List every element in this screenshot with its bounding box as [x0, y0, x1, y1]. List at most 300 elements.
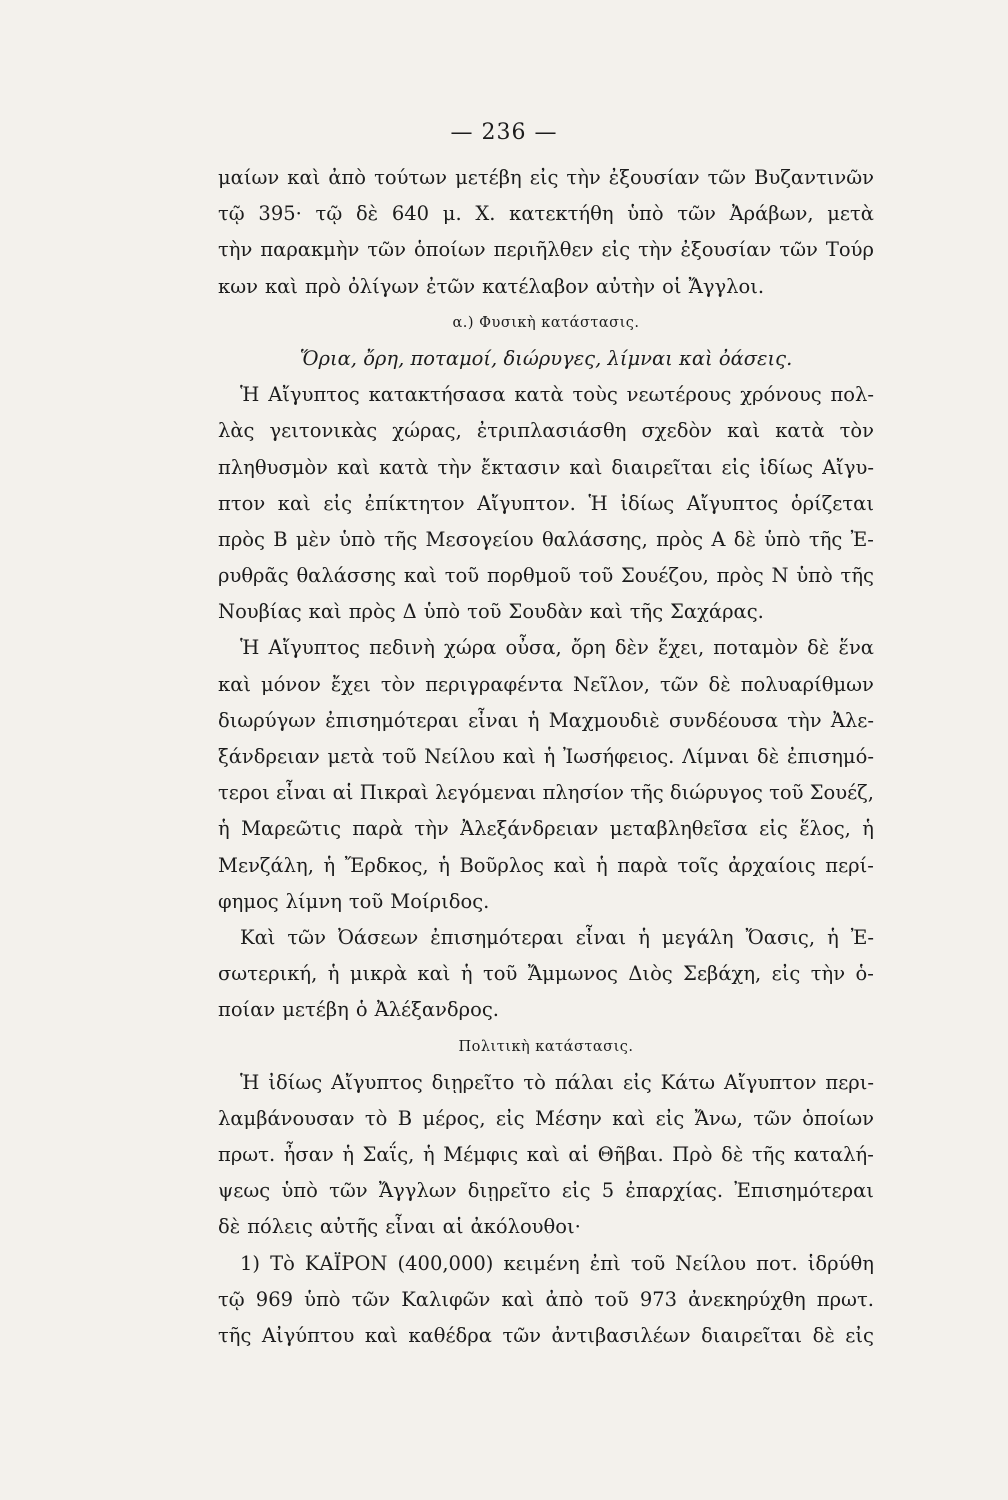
word: ἐπισημότεραι: [430, 925, 564, 949]
text-line: [218, 703, 874, 739]
word: πρὸς: [656, 527, 704, 551]
word: διώρυγος: [669, 781, 763, 805]
word: τὴν: [566, 166, 601, 189]
word: εἶναι: [575, 925, 627, 949]
word: Μέμφις: [443, 1143, 519, 1167]
word: Αἴγυπτος: [331, 1070, 423, 1094]
word: πρωτ.: [816, 1287, 874, 1311]
word: εἰς: [601, 238, 631, 262]
text-line: [218, 1209, 874, 1245]
word: Διὸς: [628, 962, 673, 986]
word: Ὄασις,: [745, 925, 816, 949]
word: ἔκτασιν: [480, 455, 561, 479]
word: λίμνη: [285, 889, 342, 913]
word: εἰς: [845, 1324, 874, 1347]
word: ἕνα: [838, 636, 874, 660]
word: τὴν: [638, 238, 673, 262]
text-line: [218, 811, 874, 847]
word: περί-: [825, 853, 874, 877]
word: πάλαι: [554, 1070, 615, 1094]
word: δὲ: [733, 527, 756, 551]
word: Μαρεῶτις: [241, 817, 342, 841]
word: δὲ: [757, 745, 780, 768]
word: Σαχάρας.: [670, 600, 764, 624]
word: Μενζάλη,: [218, 853, 314, 877]
word: Δ: [402, 600, 417, 624]
word: Μεσογείου: [425, 527, 534, 551]
word: Αἴγυπτον: [723, 1070, 817, 1094]
word: κατεκτήθη: [509, 202, 614, 226]
word: τοὺς: [572, 383, 618, 407]
word: Ἰωσήφειος.: [563, 745, 675, 768]
word: Ὀάσεων: [337, 925, 419, 949]
word: Ἀράβων,: [729, 202, 814, 226]
word: ὁ-: [855, 962, 874, 986]
word: καὶ: [612, 1106, 646, 1130]
word: ὁρίζεται: [790, 491, 874, 515]
word: ἡ: [638, 925, 650, 949]
word: Α: [711, 527, 726, 551]
word: λεγόμεναι: [435, 781, 537, 805]
word: μετέβη: [455, 166, 522, 189]
word: μέρος,: [422, 1106, 486, 1130]
word: περιγραφέντα: [425, 672, 564, 696]
word: δὲ: [355, 202, 379, 226]
word: Λίμναι: [682, 745, 750, 768]
word: καὶ: [403, 564, 437, 588]
word: τῶν: [502, 1324, 541, 1347]
word: καὶ: [501, 1287, 535, 1311]
word: τὴν: [414, 817, 449, 841]
word: Ἡ: [240, 636, 260, 660]
word: Νουβίας: [218, 600, 302, 624]
word: μὲν: [295, 527, 331, 551]
text-line: [218, 450, 874, 486]
word: τοῦ: [382, 745, 417, 768]
word: παρὰ: [352, 817, 404, 841]
word: θαλάσσης,: [541, 527, 648, 551]
text-line: [218, 1246, 874, 1282]
page-number: — 236 —: [450, 120, 558, 145]
word: ὁποίων: [802, 1106, 874, 1130]
word: εἰς: [759, 817, 788, 841]
word: εἰς: [622, 1070, 652, 1094]
text-line: [218, 630, 874, 666]
word: ἐτῶν: [426, 274, 476, 298]
text-line: [218, 160, 874, 196]
word: τῶν: [677, 202, 716, 226]
word: καὶ: [569, 455, 603, 479]
word: τὸ: [523, 1070, 546, 1094]
word: ἦσαν: [283, 1143, 334, 1167]
word: τοῖς: [677, 853, 719, 877]
word: καὶ: [337, 455, 371, 479]
word: κειμένη: [503, 1251, 580, 1275]
text-line: [218, 196, 874, 232]
word: ἔχει,: [657, 636, 705, 660]
word: ἐτριπλασιάσθη: [476, 419, 627, 443]
word: τῆς: [630, 781, 664, 805]
word: ποτ.: [756, 1251, 798, 1275]
word: Σαΐς,: [362, 1143, 415, 1167]
text-line: [218, 956, 874, 992]
word: δὲ: [218, 1215, 241, 1239]
word: τὸν: [380, 672, 416, 696]
word: ὑπὸ: [796, 564, 833, 588]
word: τῆς: [751, 1143, 786, 1167]
text-line: [218, 522, 874, 558]
word: αἱ: [332, 781, 354, 805]
word: ἐξουσίαν: [680, 238, 772, 262]
word: τῆς: [808, 527, 843, 551]
word: Αἴγυπτος: [268, 383, 360, 407]
word: μεγάλη: [661, 925, 734, 949]
word: καὶ: [502, 745, 536, 768]
word: ἡ: [327, 962, 340, 986]
word: Ἡ: [588, 491, 608, 515]
text-line: [218, 884, 874, 920]
text-line: [218, 1137, 874, 1173]
word: ἐπαρχίας.: [625, 1179, 724, 1203]
text-line: [218, 1318, 874, 1354]
word: Σουέζου,: [621, 564, 709, 588]
word: Αἴγυπτος: [268, 636, 360, 660]
word: Τούρ: [825, 238, 874, 262]
word: Νείλου: [424, 745, 495, 768]
word: Κάτω: [660, 1070, 716, 1094]
word: τῆς: [840, 564, 874, 588]
word: ὑπὸ: [281, 1179, 318, 1203]
word: ρυθρᾶς: [218, 564, 289, 588]
word: χρόνους: [740, 383, 822, 407]
word: διῃρεῖτο: [467, 1179, 551, 1203]
word: μετὰ: [327, 745, 375, 768]
word: τῶν: [367, 238, 406, 262]
word: τῆς: [383, 527, 418, 551]
word: μ.: [442, 202, 462, 226]
section-heading: α.) Φυσικὴ κατάστασις.: [452, 314, 640, 331]
word: ὀλίγων: [348, 274, 420, 298]
word: Καὶ: [240, 925, 276, 949]
word: εἰς: [495, 1106, 525, 1130]
word: ἰδίως: [620, 491, 675, 515]
word: τοῦ: [630, 1251, 666, 1275]
word: τοῦ: [467, 600, 502, 624]
word: Καλιφῶν: [401, 1287, 491, 1311]
word: κατὰ: [775, 419, 825, 443]
word: Θῆβαι.: [597, 1143, 664, 1167]
word: πρὸς: [218, 527, 265, 551]
word: ἡ: [543, 745, 556, 768]
word: καὶ: [264, 274, 298, 298]
word: ἡ: [596, 853, 608, 877]
word: ἀντιβασιλέων: [551, 1324, 691, 1347]
word: Β: [397, 1106, 413, 1130]
text-line: [218, 920, 874, 956]
word: ποταμὸν: [713, 636, 799, 660]
word: ἰδίως: [268, 1070, 323, 1094]
word: Σουδὰν: [508, 600, 583, 624]
text-line: [218, 739, 874, 775]
word: τοῦ: [769, 781, 804, 805]
word: κατέλαβον: [482, 274, 589, 298]
word: οὖσα,: [505, 636, 562, 660]
word: Ἄνω,: [694, 1106, 743, 1130]
word: τὸν: [839, 419, 874, 443]
word: Αἴγυ-: [822, 455, 874, 479]
text-line: [218, 232, 874, 268]
word: λὰς: [218, 419, 255, 443]
word: πλησίον: [542, 781, 625, 805]
word: Αἴγυπτον.: [477, 491, 576, 515]
word: τῶν: [707, 166, 747, 189]
word: ἔχει: [330, 672, 371, 696]
text-line: [218, 775, 874, 811]
text-line: [218, 1101, 874, 1137]
word: Αἴγυπτος: [686, 491, 779, 515]
word: τεροι: [218, 781, 270, 805]
word: εἰς: [721, 455, 751, 479]
word: ἡ: [460, 962, 473, 986]
word: μετέβη: [282, 998, 349, 1022]
text-line: [218, 377, 874, 413]
word: καὶ: [364, 1324, 398, 1347]
word: περι-: [825, 1070, 874, 1094]
word: αὐτῆς: [319, 1215, 379, 1239]
text-line: [218, 992, 874, 1028]
word: εἶναι: [468, 708, 519, 732]
text-line: [218, 413, 874, 449]
word: καὶ: [526, 1143, 560, 1167]
word: τῶν: [659, 672, 699, 696]
word: σχεδὸν: [641, 419, 713, 443]
word: καὶ: [727, 419, 761, 443]
word: παρακμὴν: [260, 238, 360, 262]
word: μεταβληθεῖσα: [609, 817, 748, 841]
word: ξάνδρειαν: [218, 745, 320, 768]
word: ἀπὸ: [545, 1287, 584, 1311]
word: εἰς: [771, 962, 801, 986]
word: δὲ: [708, 672, 731, 696]
word: 640: [391, 202, 430, 226]
word: (400,000): [397, 1251, 494, 1275]
word: ἐπὶ: [589, 1251, 621, 1275]
word: εἰς: [561, 1179, 591, 1203]
word: 395·: [258, 202, 302, 226]
word: Ἀλε-: [830, 708, 874, 732]
word: Πρὸ: [672, 1143, 713, 1167]
word: καὶ: [417, 962, 451, 986]
section-heading: Πολιτικὴ κατάστασις.: [458, 1038, 634, 1055]
word: αἱ: [442, 1215, 464, 1239]
word: καὶ: [287, 166, 321, 189]
word: Μαχμουδιὲ: [548, 708, 660, 732]
word: μετὰ: [827, 202, 874, 226]
word: εἶναι: [385, 1215, 436, 1239]
word: ἀκόλουθοι·: [470, 1215, 581, 1239]
word: παρὰ: [617, 853, 668, 877]
word: Ἐ-: [850, 925, 874, 949]
word: δὲν: [614, 636, 649, 660]
word: ἡ: [862, 817, 874, 841]
word: διωρύγων: [218, 708, 317, 732]
word: Τὸ: [270, 1251, 295, 1275]
word: τῶν: [351, 1287, 391, 1311]
word: τὴν: [437, 455, 472, 479]
text-line: [218, 1282, 874, 1318]
word: διαιρεῖται: [701, 1324, 803, 1347]
word: εἰς: [655, 1106, 685, 1130]
word: πολ-: [830, 383, 874, 407]
word: ἐπισημότεραι: [325, 708, 459, 732]
word: ἡ: [323, 853, 336, 877]
text-line: [218, 558, 874, 594]
word: Ἄγγλοι.: [688, 274, 765, 298]
word: τοῦ: [594, 1287, 629, 1311]
word: 973: [639, 1287, 678, 1311]
word: καὶ: [277, 491, 311, 515]
word: Ἔρδκος,: [344, 853, 429, 877]
word: τῶν: [753, 1106, 792, 1130]
body-text: [218, 160, 874, 1354]
word: ὑπὸ: [627, 202, 664, 226]
word: Ἀλέξανδρος.: [374, 998, 499, 1022]
word: ἐπισημό-: [787, 745, 874, 768]
word: τὴν: [218, 238, 253, 262]
word: Ν: [771, 564, 789, 588]
word: ὑπὸ: [339, 527, 376, 551]
word: ἱδρύθη: [807, 1251, 874, 1275]
word: πορθμοῦ: [486, 564, 571, 588]
word: Βυζαντινῶν: [754, 166, 874, 189]
word: ἡ: [527, 708, 540, 732]
word: ΚΑΪΡΟΝ: [304, 1251, 388, 1275]
word: τὴν: [787, 708, 822, 732]
word: Ἐπισημότεραι: [734, 1179, 874, 1203]
word: περιῆλθεν: [493, 238, 594, 262]
word: τοῦ: [483, 962, 518, 986]
word: μόνον: [260, 672, 321, 696]
word: 5: [601, 1179, 615, 1203]
word: Ἡ: [240, 383, 260, 407]
word: ὁ: [355, 998, 368, 1022]
word: Αἰγύπτου: [261, 1324, 355, 1347]
word: δὲ: [721, 1143, 744, 1167]
word: Ἐ-: [850, 527, 874, 551]
word: πτον: [218, 491, 266, 515]
word: θαλάσσης: [296, 564, 397, 588]
word: ἡ: [422, 1143, 435, 1167]
word: Νείλου: [675, 1251, 747, 1275]
word: διαιρεῖται: [611, 455, 713, 479]
word: αἱ: [568, 1143, 590, 1167]
word: πόλεις: [247, 1215, 313, 1239]
word: πρωτ.: [218, 1143, 276, 1167]
word: ἡ: [827, 925, 839, 949]
word: καὶ: [218, 672, 252, 696]
word: πολυαρίθμων: [740, 672, 874, 696]
word: Μοίριδος.: [390, 889, 490, 913]
word: φημος: [218, 889, 279, 913]
word: ὄρη: [570, 636, 606, 660]
word: τοῦ: [444, 564, 480, 588]
word: πεδινὴ: [369, 636, 435, 660]
word: ὑπὸ: [764, 527, 801, 551]
word: κατὰ: [379, 455, 429, 479]
word: αὐτὴν: [595, 274, 656, 298]
word: καταλή-: [793, 1143, 874, 1167]
word: ἕλος,: [799, 817, 851, 841]
word: τούτων: [374, 166, 448, 189]
word: λαμβάνουσαν: [218, 1106, 355, 1130]
word: συνδέουσα: [669, 708, 778, 732]
word: δὲ: [807, 636, 830, 660]
word: πρὸ: [304, 274, 341, 298]
word: τὴν: [810, 962, 846, 986]
word: διῃρεῖτο: [431, 1070, 515, 1094]
word: χώρα: [444, 636, 497, 660]
word: Νεῖλον,: [573, 672, 651, 696]
text-line: [218, 1173, 874, 1209]
word: εἰς: [529, 166, 559, 189]
word: ἀνεκηρύχθη: [688, 1287, 806, 1311]
word: τῆς: [629, 600, 664, 624]
section-subheading: Ὅρια, ὄρη, ποταμοί, διώρυγες, λίμναι καὶ ὀάσεις.: [299, 346, 793, 370]
word: Βοῦρλος: [459, 853, 544, 877]
word: κων: [218, 274, 258, 298]
word: καθέδρα: [408, 1324, 492, 1347]
word: τοῦ: [578, 564, 614, 588]
word: Μέσην: [534, 1106, 602, 1130]
word: καὶ: [589, 600, 623, 624]
text-line: [218, 667, 874, 703]
word: τοῦ: [348, 889, 384, 913]
word: πληθυσμὸν: [218, 455, 329, 479]
word: χώρας,: [392, 419, 462, 443]
text-line: [218, 269, 874, 305]
word: εἰς: [323, 491, 353, 515]
word: τῆς: [218, 1324, 252, 1347]
word: ἡ: [438, 853, 450, 877]
word: μαίων: [218, 166, 280, 189]
text-line: [218, 1065, 874, 1101]
word: τῶν: [287, 925, 326, 949]
word: ἰδίως: [759, 455, 814, 479]
word: οἱ: [662, 274, 682, 298]
word: Σουέζ,: [809, 781, 874, 805]
word: μικρὰ: [349, 962, 407, 986]
word: Ἄμμωνος: [527, 962, 618, 986]
word: Ἀλεξάνδρειαν: [460, 817, 599, 841]
word: Ἄγγλων: [378, 1179, 457, 1203]
word: τῶν: [779, 238, 818, 262]
word: ἐξουσίαν: [608, 166, 700, 189]
word: εἶναι: [275, 781, 327, 805]
word: 1): [240, 1251, 261, 1275]
word: Σεβάχη,: [683, 962, 762, 986]
text-line: [218, 486, 874, 522]
word: ἐπίκτητον: [364, 491, 465, 515]
word: τῷ: [315, 202, 343, 226]
word: τῷ: [218, 202, 245, 226]
word: τὸ: [364, 1106, 388, 1130]
word: Β: [273, 527, 288, 551]
word: κατακτήσασα: [368, 383, 506, 407]
word: δὲ: [812, 1324, 835, 1347]
word: ποίαν: [218, 998, 276, 1022]
word: ὁποίων: [413, 238, 486, 262]
word: Ἡ: [240, 1070, 260, 1094]
